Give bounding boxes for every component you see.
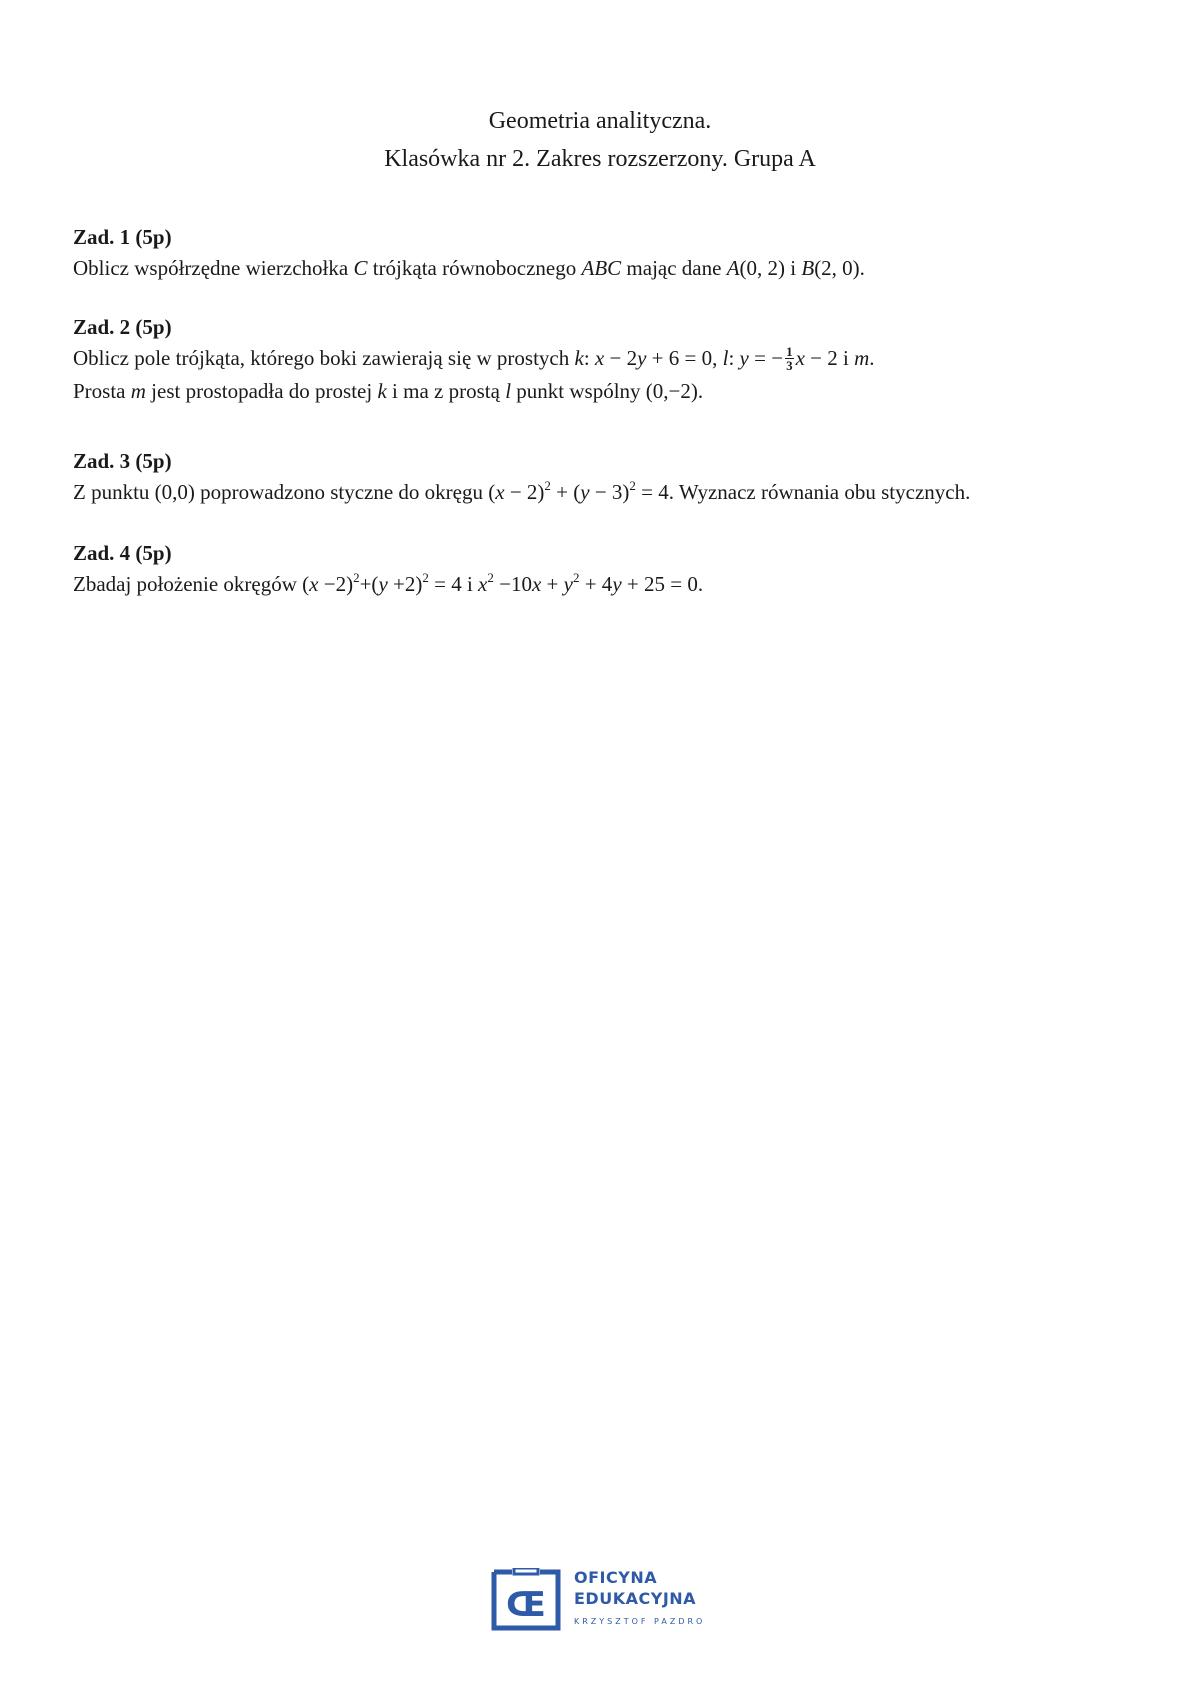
- text-run: − 2: [604, 346, 638, 370]
- text-run: (2, 0).: [814, 256, 865, 280]
- text-run: Oblicz pole trójkąta, którego boki zawierają się w prostych: [73, 346, 575, 370]
- math-var: y: [612, 572, 622, 596]
- text-run: punkt wspólny (0,−2).: [511, 379, 704, 403]
- fraction: [785, 345, 794, 372]
- oe-logo-icon: [490, 1568, 562, 1632]
- text-run: :: [583, 346, 595, 370]
- task-4-heading: Zad. 4 (5p): [73, 541, 172, 565]
- publisher-logo: [490, 1566, 720, 1636]
- text-run: = 4. Wyznacz równania obu stycznych.: [635, 480, 971, 504]
- text-run: + 25 = 0.: [621, 572, 704, 596]
- logo-text-edukacyjna: EDUKACYJNA: [574, 1589, 697, 1608]
- task-4: [73, 538, 1153, 601]
- math-var: B: [801, 256, 815, 280]
- text-run: + 6 = 0,: [646, 346, 723, 370]
- text-run: +: [541, 572, 564, 596]
- math-var: y: [739, 346, 749, 370]
- math-var: x: [594, 346, 605, 370]
- exponent: 2: [487, 570, 494, 585]
- task-1-heading: Zad. 1 (5p): [73, 225, 172, 249]
- text-run: Oblicz współrzędne wierzchołka: [73, 256, 354, 280]
- math-var: k: [574, 346, 584, 370]
- math-var: x: [531, 572, 542, 596]
- math-var: x: [309, 572, 319, 596]
- task-4-text: [73, 568, 1153, 601]
- text-run: i ma z prostą: [386, 379, 506, 403]
- task-1-text: [73, 252, 1153, 285]
- logo-text-oficyna: OFICYNA: [574, 1568, 658, 1587]
- math-var: ABC: [581, 256, 622, 280]
- text-run: + (: [550, 480, 581, 504]
- logo-mark-text: Œ: [506, 1585, 546, 1625]
- page-title-line-1: Geometria analityczna.: [488, 108, 712, 134]
- task-2-text-line-1: [73, 342, 1153, 375]
- exponent: 2: [544, 478, 551, 493]
- text-run: trójkąta równobocznego: [367, 256, 582, 280]
- fraction-numerator: 1: [786, 343, 793, 359]
- text-run: − 2 i: [804, 346, 855, 370]
- math-var: A: [726, 256, 740, 280]
- text-run: :: [728, 346, 740, 370]
- task-2-heading: Zad. 2 (5p): [73, 315, 172, 339]
- math-var: l: [722, 346, 729, 370]
- math-var: C: [353, 256, 368, 280]
- task-2-text-line-2: [73, 375, 1153, 408]
- text-run: jest prostopadła do prostej: [145, 379, 378, 403]
- text-run: = 4 i: [428, 572, 479, 596]
- exponent: 2: [629, 478, 636, 493]
- task-3: [73, 446, 1153, 509]
- text-run: − 3): [589, 480, 630, 504]
- math-var: m: [854, 346, 870, 370]
- text-run: mając dane: [621, 256, 727, 280]
- text-run: Z punktu (0,0) poprowadzono styczne do okręgu (: [73, 480, 496, 504]
- text-run: + 4: [579, 572, 613, 596]
- task-1: [73, 222, 1153, 285]
- math-var: x: [495, 480, 505, 504]
- math-var: y: [563, 572, 573, 596]
- math-var: x: [795, 346, 805, 370]
- text-run: − 2): [504, 480, 545, 504]
- logo-text-author: KRZYSZTOF PAZDRO: [574, 1617, 706, 1626]
- math-var: x: [478, 572, 488, 596]
- exponent: 2: [422, 570, 429, 585]
- math-var: y: [580, 480, 590, 504]
- text-run: +(: [359, 572, 379, 596]
- exponent: 2: [353, 570, 360, 585]
- task-2: [73, 312, 1153, 408]
- text-run: Zbadaj położenie okręgów (: [73, 572, 310, 596]
- exponent: 2: [572, 570, 580, 585]
- task-3-heading: Zad. 3 (5p): [73, 449, 172, 473]
- text-run: (0, 2) i: [739, 256, 802, 280]
- text-run: −10: [493, 572, 532, 596]
- math-var: m: [130, 379, 146, 403]
- text-run: −2): [318, 572, 354, 596]
- text-run: Prosta: [73, 379, 131, 403]
- math-var: y: [378, 572, 388, 596]
- fraction-denominator: 3: [786, 357, 793, 373]
- task-3-text: [73, 476, 1153, 509]
- math-var: y: [637, 346, 647, 370]
- text-run: = −: [748, 346, 784, 370]
- text-run: +2): [387, 572, 423, 596]
- page-title-line-2: Klasówka nr 2. Zakres rozszerzony. Grupa A: [384, 146, 816, 172]
- math-var: k: [377, 379, 387, 403]
- math-var: l: [505, 379, 512, 403]
- text-run: .: [869, 346, 875, 370]
